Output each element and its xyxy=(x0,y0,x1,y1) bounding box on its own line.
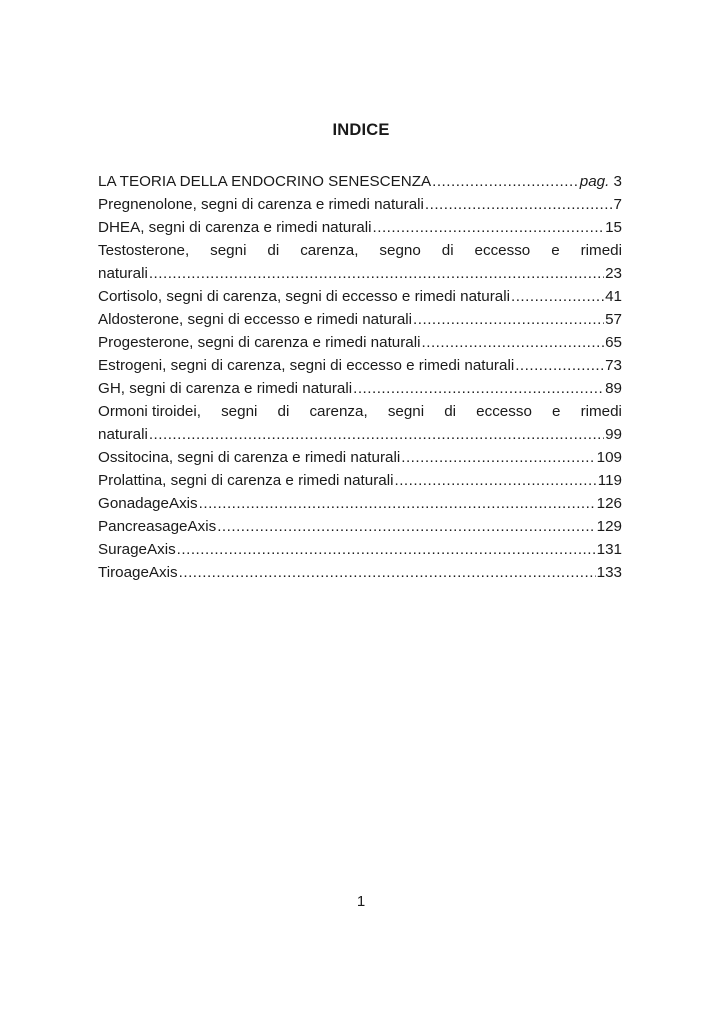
table-of-contents xyxy=(98,170,622,584)
toc-entry-gonadageaxis[interactable] xyxy=(98,492,622,515)
toc-entry-page: 119 xyxy=(597,472,622,489)
toc-entry-prolattina[interactable] xyxy=(98,469,622,492)
toc-entry-text: Cortisolo, segni di carenza, segni di eccesso e rimedi naturali xyxy=(98,288,510,305)
toc-entry-page xyxy=(580,170,622,193)
toc-entry-page: 99 xyxy=(605,426,622,443)
dot-leader xyxy=(515,354,604,377)
dot-leader xyxy=(217,515,595,538)
toc-entry-page: 65 xyxy=(605,334,622,351)
toc-entry-page: 109 xyxy=(596,449,622,466)
toc-entry-dhea[interactable] xyxy=(98,216,622,239)
toc-entry-text: Progesterone, segni di carenza e rimedi naturali xyxy=(98,334,421,351)
toc-entry-page: 41 xyxy=(605,288,622,305)
dot-leader xyxy=(413,308,604,331)
toc-page-number: 3 xyxy=(613,173,622,190)
toc-entry-text: Prolattina, segni di carenza e rimedi naturali xyxy=(98,472,394,489)
toc-entry-page: 15 xyxy=(605,219,622,236)
toc-entry-text: SurageAxis xyxy=(98,541,176,558)
word: segni xyxy=(221,403,258,420)
pag-label: pag. xyxy=(579,173,610,190)
toc-entry-text: Estrogeni, segni di carenza, segni di eccesso e rimedi naturali xyxy=(98,357,515,374)
word: di xyxy=(267,242,280,259)
toc-entry-aldosterone[interactable] xyxy=(98,308,622,331)
word: carenza, xyxy=(300,242,359,259)
toc-entry-page: 89 xyxy=(605,380,622,397)
word: segni xyxy=(387,403,425,420)
dot-leader xyxy=(373,216,605,239)
toc-entry-text: Ossitocina, segni di carenza e rimedi naturali xyxy=(98,449,401,466)
dot-leader xyxy=(432,170,579,193)
toc-entry-text: DHEA, segni di carenza e rimedi naturali xyxy=(98,219,372,236)
toc-entry-text: naturali xyxy=(98,265,148,282)
dot-leader xyxy=(511,285,604,308)
toc-entry-testosterone-line1[interactable] xyxy=(98,239,622,262)
toc-entry-page: 73 xyxy=(605,357,622,374)
word: eccesso xyxy=(476,403,532,420)
toc-entry-pregnenolone[interactable] xyxy=(98,193,622,216)
toc-entry-page: 7 xyxy=(613,196,622,213)
dot-leader xyxy=(394,469,596,492)
word: e xyxy=(551,242,560,259)
dot-leader xyxy=(422,331,605,354)
word: Ormoni tiroidei, xyxy=(98,403,201,420)
toc-entry-text: naturali xyxy=(98,426,148,443)
toc-entry-text: TiroageAxis xyxy=(98,564,178,581)
justified-line xyxy=(98,400,622,423)
word: carenza, xyxy=(309,403,368,420)
toc-entry-ossitocina[interactable] xyxy=(98,446,622,469)
toc-entry-teoria[interactable] xyxy=(98,170,622,193)
justified-line xyxy=(98,239,622,262)
word: di xyxy=(441,242,454,259)
toc-entry-tiroageaxis[interactable] xyxy=(98,561,622,584)
toc-entry-page: 57 xyxy=(605,311,622,328)
toc-entry-page: 126 xyxy=(596,495,622,512)
toc-entry-text: GonadageAxis xyxy=(98,495,198,512)
dot-leader xyxy=(199,492,596,515)
toc-entry-page: 131 xyxy=(596,541,622,558)
dot-leader xyxy=(149,423,604,446)
dot-leader xyxy=(353,377,604,400)
word: di xyxy=(444,403,457,420)
toc-entry-page: 129 xyxy=(596,518,622,535)
toc-entry-text: LA TEORIA DELLA ENDOCRINO SENESCENZA xyxy=(98,173,432,190)
dot-leader xyxy=(401,446,595,469)
toc-entry-cortisolo[interactable] xyxy=(98,285,622,308)
word: di xyxy=(277,403,290,420)
word: rimedi xyxy=(580,242,622,259)
toc-entry-progesterone[interactable] xyxy=(98,331,622,354)
toc-entry-testosterone-line2[interactable] xyxy=(98,262,622,285)
dot-leader xyxy=(149,262,604,285)
toc-entry-page: 23 xyxy=(605,265,622,282)
page-number: 1 xyxy=(356,893,366,910)
toc-entry-text: GH, segni di carenza e rimedi naturali xyxy=(98,380,353,397)
index-title: INDICE xyxy=(332,121,390,139)
dot-leader xyxy=(177,538,596,561)
word: e xyxy=(552,403,561,420)
word: rimedi xyxy=(580,403,622,420)
dot-leader xyxy=(425,193,613,216)
word: segni xyxy=(210,242,247,259)
word: Testosterone, xyxy=(98,242,190,259)
toc-entry-gh[interactable] xyxy=(98,377,622,400)
dot-leader xyxy=(179,561,596,584)
toc-entry-pancreasageaxis[interactable] xyxy=(98,515,622,538)
toc-entry-ormoni-tiroidei-line1[interactable] xyxy=(98,400,622,423)
word: eccesso xyxy=(474,242,531,259)
word: segno xyxy=(379,242,421,259)
toc-entry-surageaxis[interactable] xyxy=(98,538,622,561)
toc-entry-text: PancreasageAxis xyxy=(98,518,217,535)
toc-entry-estrogeni[interactable] xyxy=(98,354,622,377)
toc-entry-page: 133 xyxy=(596,564,622,581)
toc-entry-text: Aldosterone, segni di eccesso e rimedi naturali xyxy=(98,311,413,328)
toc-entry-ormoni-tiroidei-line2[interactable] xyxy=(98,423,622,446)
toc-entry-text: Pregnenolone, segni di carenza e rimedi naturali xyxy=(98,196,424,213)
